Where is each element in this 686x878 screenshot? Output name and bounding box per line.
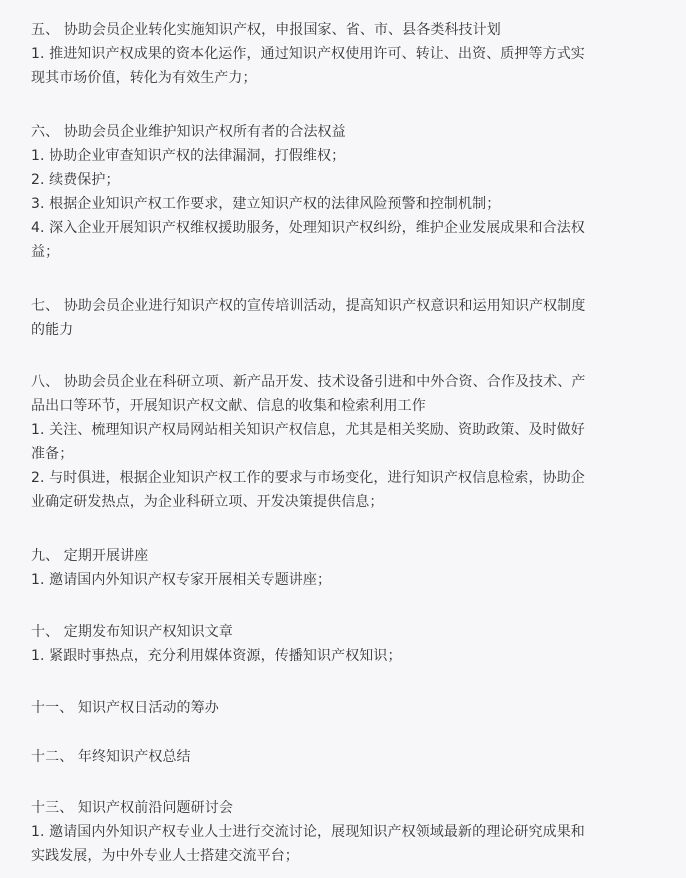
section-8-item-2: 2. 与时俱进，根据企业知识产权工作的要求与市场变化，进行知识产权信息检索，协助企	[31, 470, 585, 486]
section-8-item-1: 1. 关注、梳理知识产权局网站相关知识产权信息，尤其是相关奖励、资助政策、及时做好	[31, 422, 585, 438]
section-13-item-1: 1. 邀请国内外知识产权专业人士进行交流讨论，展现知识产权领域最新的理论研究成果和	[31, 824, 585, 840]
section-5-heading: 五、 协助会员企业转化实施知识产权，申报国家、省、市、县各类科技计划	[31, 22, 501, 38]
section-8-heading-cont: 品出口等环节，开展知识产权文献、信息的收集和检索利用工作	[31, 398, 426, 414]
section-8-heading: 八、 协助会员企业在科研立项、新产品开发、技术设备引进和中外合资、合作及技术、产	[31, 374, 586, 390]
section-6-item-3: 3. 根据企业知识产权工作要求，建立知识产权的法律风险预警和控制机制；	[31, 196, 501, 212]
section-8-item-2-cont: 业确定研发热点，为企业科研立项、开发决策提供信息；	[31, 494, 384, 510]
section-5-item-1-cont: 现其市场价值，转化为有效生产力；	[31, 70, 257, 86]
section-6-heading: 六、 协助会员企业维护知识产权所有者的合法权益	[31, 124, 346, 140]
section-7-heading-cont: 的能力	[31, 322, 74, 338]
section-13-heading: 十三、 知识产权前沿问题研讨会	[31, 800, 233, 816]
section-5-item-1: 1. 推进知识产权成果的资本化运作，通过知识产权使用许可、转让、出资、质押等方式实	[31, 46, 585, 62]
section-12-heading: 十二、 年终知识产权总结	[31, 749, 191, 765]
section-13-item-1-cont: 实践发展，为中外专业人士搭建交流平台；	[31, 848, 299, 864]
section-10-item-1: 1. 紧跟时事热点，充分利用媒体资源，传播知识产权知识；	[31, 648, 402, 664]
section-9-item-1: 1. 邀请国内外知识产权专家开展相关专题讲座；	[31, 572, 332, 588]
section-10-heading: 十、 定期发布知识产权知识文章	[31, 624, 233, 640]
section-7-heading: 七、 协助会员企业进行知识产权的宣传培训活动，提高知识产权意识和运用知识产权制度	[31, 298, 586, 314]
section-8-item-1-cont: 准备；	[31, 446, 74, 462]
section-9-heading: 九、 定期开展讲座	[31, 548, 149, 564]
section-6-item-4-cont: 益；	[31, 244, 60, 260]
section-6-item-4: 4. 深入企业开展知识产权维权援助服务，处理知识产权纠纷，维护企业发展成果和合法权	[31, 220, 585, 236]
section-6-item-2: 2. 续费保护；	[31, 172, 120, 188]
section-6-item-1: 1. 协助企业审查知识产权的法律漏洞，打假维权；	[31, 148, 346, 164]
section-11-heading: 十一、 知识产权日活动的筹办	[31, 700, 219, 716]
